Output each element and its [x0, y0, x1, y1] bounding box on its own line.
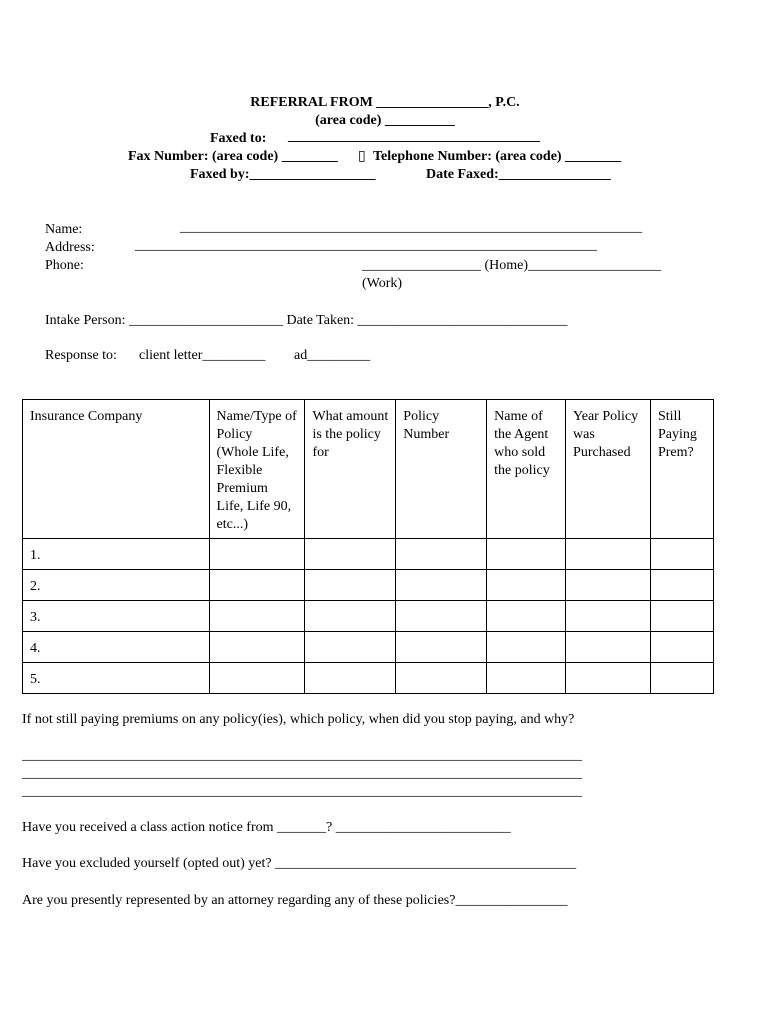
table-cell[interactable]: [396, 663, 487, 694]
table-cell[interactable]: [650, 663, 713, 694]
table-cell[interactable]: [487, 632, 566, 663]
table-cell[interactable]: [209, 663, 305, 694]
response-client-letter-field[interactable]: client letter_________: [139, 348, 266, 363]
row-number: 1.: [23, 539, 210, 570]
table-cell[interactable]: [396, 539, 487, 570]
name-label: Name:: [45, 222, 83, 237]
table-cell[interactable]: [209, 632, 305, 663]
table-cell[interactable]: [209, 601, 305, 632]
name-field[interactable]: __________________________________________________________________: [180, 220, 642, 235]
table-cell[interactable]: [566, 570, 651, 601]
fax-number-field[interactable]: Fax Number: (area code) ________: [128, 149, 338, 164]
col-header-still-paying: Still Paying Prem?: [650, 400, 713, 539]
insurance-table: [22, 399, 714, 694]
faxed-to-label: Faxed to:: [210, 131, 267, 146]
table-cell[interactable]: [209, 539, 305, 570]
faxed-to-field[interactable]: ____________________________________: [288, 129, 540, 144]
question-stopped-paying: If not still paying premiums on any policy(ies), which policy, when did you stop paying, and why?: [22, 712, 575, 727]
header-title: REFERRAL FROM ________________, P.C.: [250, 95, 520, 110]
answer-line-3[interactable]: ________________________________________________________________________________: [22, 784, 582, 799]
col-header-policy-number: Policy Number: [396, 400, 487, 539]
table-cell[interactable]: [305, 632, 396, 663]
table-cell[interactable]: [650, 539, 713, 570]
answer-line-1[interactable]: ________________________________________________________________________________: [22, 748, 582, 763]
question-class-action-notice[interactable]: Have you received a class action notice from _______? _________________________: [22, 820, 511, 835]
table-cell[interactable]: [305, 663, 396, 694]
question-attorney-representation[interactable]: Are you presently represented by an attorney regarding any of these policies?________________: [22, 893, 568, 908]
table-row: [23, 601, 714, 632]
table-row: [23, 570, 714, 601]
table-cell[interactable]: [566, 539, 651, 570]
address-field[interactable]: __________________________________________________________________: [135, 238, 597, 253]
table-cell[interactable]: [209, 570, 305, 601]
table-cell[interactable]: [566, 663, 651, 694]
table-cell[interactable]: [487, 601, 566, 632]
row-number: 5.: [23, 663, 210, 694]
work-label: (Work): [362, 276, 403, 291]
table-cell[interactable]: [566, 632, 651, 663]
phone-label: Phone:: [45, 258, 84, 273]
table-cell[interactable]: [396, 632, 487, 663]
address-label: Address:: [45, 240, 95, 255]
col-header-agent-name: Name of the Agent who sold the policy: [487, 400, 566, 539]
table-cell[interactable]: [650, 632, 713, 663]
telephone-number-field[interactable]: Telephone Number: (area code) ________: [373, 149, 622, 164]
table-row: [23, 539, 714, 570]
intake-date-fields[interactable]: Intake Person: ______________________ Date Taken: ______________________________: [45, 313, 568, 328]
table-row: [23, 663, 714, 694]
date-faxed-field[interactable]: Date Faxed:________________: [426, 167, 611, 182]
table-cell[interactable]: [305, 539, 396, 570]
table-cell[interactable]: [305, 601, 396, 632]
table-cell[interactable]: [487, 663, 566, 694]
box-symbol-icon: ▯: [358, 149, 366, 164]
answer-line-2[interactable]: ________________________________________________________________________________: [22, 766, 582, 781]
table-cell[interactable]: [305, 570, 396, 601]
table-cell[interactable]: [566, 601, 651, 632]
table-cell[interactable]: [396, 570, 487, 601]
row-number: 4.: [23, 632, 210, 663]
col-header-year-purchased: Year Policy was Purchased: [566, 400, 651, 539]
phone-field[interactable]: _________________ (Home)___________________: [362, 258, 662, 273]
table-row: [23, 632, 714, 663]
table-cell[interactable]: [650, 570, 713, 601]
response-ad-field[interactable]: ad_________: [294, 348, 371, 363]
table-cell[interactable]: [650, 601, 713, 632]
row-number: 2.: [23, 570, 210, 601]
row-number: 3.: [23, 601, 210, 632]
table-cell[interactable]: [487, 570, 566, 601]
response-label: Response to:: [45, 348, 117, 363]
col-header-amount: What amount is the policy for: [305, 400, 396, 539]
question-opted-out[interactable]: Have you excluded yourself (opted out) yet? ___________________________________________: [22, 856, 577, 871]
col-header-insurance-company: Insurance Company: [23, 400, 210, 539]
table-header-row: [23, 400, 714, 539]
col-header-policy-type: Name/Type of Policy (Whole Life, Flexible Premium Life, Life 90, etc...): [209, 400, 305, 539]
header-area-code: (area code) __________: [315, 113, 455, 128]
table-cell[interactable]: [487, 539, 566, 570]
faxed-by-field[interactable]: Faxed by:__________________: [190, 167, 376, 182]
table-cell[interactable]: [396, 601, 487, 632]
